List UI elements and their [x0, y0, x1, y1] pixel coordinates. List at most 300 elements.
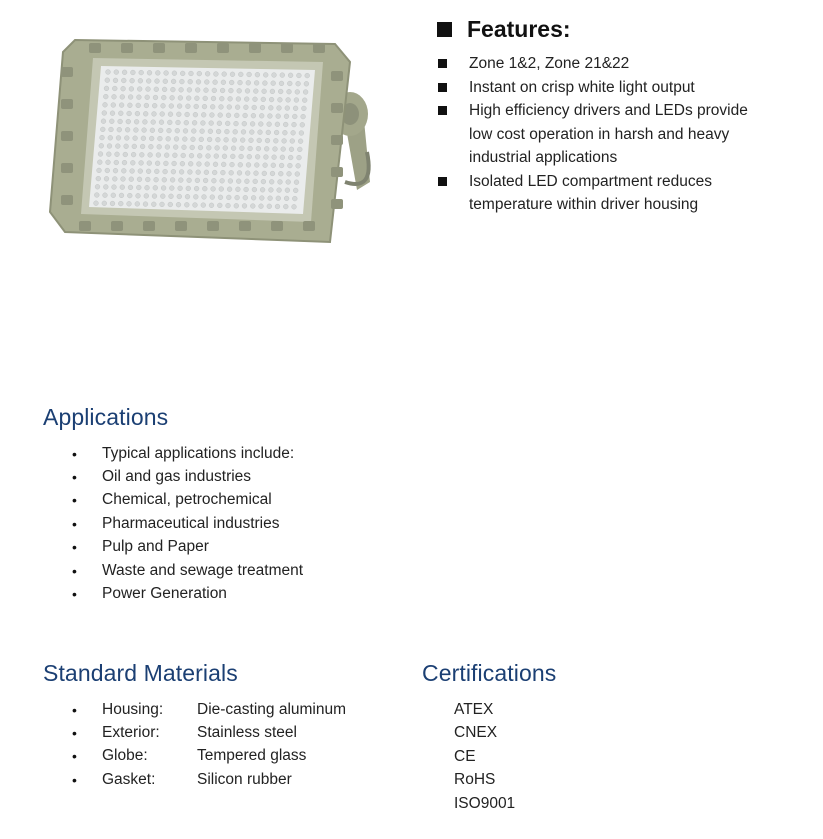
led-chip — [221, 80, 226, 85]
led-chip — [211, 96, 216, 101]
led-chip — [109, 127, 114, 132]
led-chip — [143, 111, 148, 116]
led-chip — [98, 152, 103, 157]
bolt — [207, 221, 219, 231]
led-chip — [295, 172, 300, 177]
bolt — [303, 221, 315, 231]
led-chip — [208, 129, 213, 134]
led-chip — [177, 104, 182, 109]
bolt — [175, 221, 187, 231]
led-chip — [161, 186, 166, 191]
led-chip — [279, 163, 284, 168]
led-chip — [100, 135, 105, 140]
bolt — [331, 199, 343, 209]
led-chip — [96, 176, 101, 181]
led-chip — [146, 87, 151, 92]
led-chip — [121, 177, 126, 182]
led-chip — [134, 119, 139, 124]
led-chip — [186, 96, 191, 101]
led-chip — [229, 170, 234, 175]
led-chip — [204, 170, 209, 175]
led-chip — [300, 122, 305, 127]
led-chip — [172, 161, 177, 166]
list-item: • Waste and sewage treatment — [43, 559, 303, 582]
led-chip — [169, 104, 174, 109]
led-chip — [292, 122, 297, 127]
led-chip — [114, 160, 119, 165]
led-chip — [224, 137, 229, 142]
led-chip — [139, 152, 144, 157]
led-chip — [154, 177, 159, 182]
led-chip — [197, 153, 202, 158]
led-chip — [176, 120, 181, 125]
led-chip — [103, 185, 108, 190]
led-flood-light-illustration — [45, 32, 385, 252]
led-chip — [220, 178, 225, 183]
led-chip — [121, 86, 126, 91]
led-chip — [203, 178, 208, 183]
led-chip — [150, 128, 155, 133]
led-chip — [198, 145, 203, 150]
led-chip — [232, 138, 237, 143]
led-chip — [289, 147, 294, 152]
led-chip — [151, 202, 156, 207]
led-chip — [234, 203, 239, 208]
led-chip — [279, 81, 284, 86]
led-chip — [118, 111, 123, 116]
led-chip — [119, 103, 124, 108]
led-chip — [127, 201, 132, 206]
led-chip — [231, 146, 236, 151]
led-chip — [296, 81, 301, 86]
led-chip — [286, 180, 291, 185]
led-chip — [95, 184, 100, 189]
led-chip — [201, 203, 206, 208]
led-chip — [113, 78, 118, 83]
led-chip — [152, 194, 157, 199]
led-chip — [169, 186, 174, 191]
led-chip — [152, 112, 157, 117]
led-chip — [120, 95, 125, 100]
led-chip — [117, 127, 122, 132]
led-chip — [105, 168, 110, 173]
materials-list — [43, 698, 346, 792]
led-chip — [171, 87, 176, 92]
led-chip — [151, 120, 156, 125]
led-chip — [217, 203, 222, 208]
led-chip — [250, 204, 255, 209]
led-chip — [204, 80, 209, 85]
led-chip — [271, 163, 276, 168]
list-item: • Chemical, petrochemical — [43, 489, 303, 512]
square-bullet-icon — [438, 177, 447, 186]
led-chip — [149, 136, 154, 141]
led-chip — [112, 185, 117, 190]
led-chip — [168, 202, 173, 207]
list-item: • Power Generation — [43, 582, 303, 605]
led-chip — [209, 121, 214, 126]
led-chip — [254, 163, 259, 168]
led-chip — [243, 195, 248, 200]
list-item: High efficiency drivers and LEDs provide low cost operation in harsh and heavy industrial applications — [437, 99, 807, 170]
led-chip — [262, 171, 267, 176]
led-chip — [139, 161, 144, 166]
led-chip — [158, 136, 163, 141]
led-chip — [171, 169, 176, 174]
led-chip — [277, 188, 282, 193]
led-chip — [189, 153, 194, 158]
led-chip — [292, 114, 297, 119]
led-chip — [172, 71, 177, 76]
led-chip — [178, 96, 183, 101]
led-chip — [155, 71, 160, 76]
led-chip — [112, 177, 117, 182]
led-chip — [225, 121, 230, 126]
led-chip — [154, 169, 159, 174]
led-chip — [166, 136, 171, 141]
list-item: ISO9001 — [454, 794, 516, 812]
led-chip — [221, 170, 226, 175]
led-chip — [256, 146, 261, 151]
led-chip — [120, 185, 125, 190]
features-list — [437, 52, 807, 217]
led-chip — [161, 95, 166, 100]
led-chip — [136, 103, 141, 108]
led-chip — [234, 121, 239, 126]
led-chip — [219, 96, 224, 101]
led-chip — [138, 169, 143, 174]
led-chip — [162, 177, 167, 182]
bullet-dot-icon: • — [72, 539, 77, 556]
led-chip — [177, 194, 182, 199]
led-chip — [297, 155, 302, 160]
led-chip — [268, 114, 273, 119]
applications-list — [43, 442, 303, 606]
materials-title: Standard Materials — [43, 660, 238, 686]
led-chip — [239, 154, 244, 159]
led-chip — [180, 161, 185, 166]
bullet-dot-icon: • — [72, 725, 77, 742]
led-chip — [276, 196, 281, 201]
led-chip — [130, 169, 135, 174]
led-chip — [109, 119, 114, 124]
led-chip — [194, 186, 199, 191]
led-chip — [203, 96, 208, 101]
led-chip — [202, 186, 207, 191]
led-chip — [245, 179, 250, 184]
applications-title: Applications — [43, 404, 169, 430]
led-chip — [133, 136, 138, 141]
led-chip — [128, 103, 133, 108]
led-chip — [121, 168, 126, 173]
led-chip — [182, 137, 187, 142]
led-chip — [284, 196, 289, 201]
features-heading — [437, 14, 807, 44]
bolt — [239, 221, 251, 231]
led-chip — [259, 204, 264, 209]
led-chip — [244, 97, 249, 102]
led-chip — [173, 145, 178, 150]
list-item: RoHS — [454, 771, 496, 789]
led-chip — [288, 155, 293, 160]
led-chip — [280, 155, 285, 160]
led-chip — [176, 112, 181, 117]
led-chip — [233, 129, 238, 134]
led-chip — [127, 111, 132, 116]
led-chip — [197, 71, 202, 76]
led-chip — [295, 90, 300, 95]
led-chip — [188, 79, 193, 84]
led-chip — [192, 120, 197, 125]
led-chip — [244, 187, 249, 192]
led-chip — [237, 171, 242, 176]
led-chip — [195, 96, 200, 101]
led-chip — [210, 113, 215, 118]
led-chip — [146, 79, 151, 84]
led-chip — [129, 87, 134, 92]
led-chip — [106, 152, 111, 157]
led-chip — [293, 106, 298, 111]
led-chip — [287, 171, 292, 176]
led-chip — [212, 178, 217, 183]
led-chip — [281, 147, 286, 152]
led-chip — [238, 72, 243, 77]
led-chip — [298, 139, 303, 144]
led-chip — [263, 163, 268, 168]
bolt — [313, 43, 325, 53]
led-chip — [180, 71, 185, 76]
led-chip — [129, 177, 134, 182]
led-chip — [278, 180, 283, 185]
led-chip — [249, 138, 254, 143]
led-chip — [145, 177, 150, 182]
led-chip — [156, 153, 161, 158]
bolt — [61, 163, 73, 173]
led-chip — [214, 154, 219, 159]
led-chip — [193, 194, 198, 199]
list-item: CE — [454, 747, 476, 765]
led-chip — [291, 130, 296, 135]
led-chip — [118, 119, 123, 124]
led-chip — [218, 195, 223, 200]
led-chip — [196, 80, 201, 85]
led-chip — [174, 137, 179, 142]
led-chip — [260, 187, 265, 192]
certifications-title: Certifications — [422, 660, 557, 686]
bolt — [143, 221, 155, 231]
led-chip — [180, 79, 185, 84]
led-chip — [305, 73, 310, 78]
led-chip — [258, 122, 263, 127]
led-chip — [206, 154, 211, 159]
led-chip — [111, 103, 116, 108]
led-chip — [107, 144, 112, 149]
led-chip — [293, 188, 298, 193]
led-chip — [292, 196, 297, 201]
led-chip — [210, 104, 215, 109]
led-chip — [139, 70, 144, 75]
led-chip — [235, 195, 240, 200]
led-chip — [259, 113, 264, 118]
led-chip — [128, 185, 133, 190]
led-chip — [164, 161, 169, 166]
led-chip — [297, 147, 302, 152]
led-chip — [188, 161, 193, 166]
list-item: CNEX — [454, 724, 498, 742]
led-chip — [167, 128, 172, 133]
led-chip — [271, 81, 276, 86]
led-chip — [104, 176, 109, 181]
led-chip — [121, 78, 126, 83]
led-chip — [147, 70, 152, 75]
led-chip — [285, 106, 290, 111]
led-chip — [282, 139, 287, 144]
led-chip — [283, 122, 288, 127]
led-chip — [171, 79, 176, 84]
led-chip — [242, 121, 247, 126]
led-chip — [238, 80, 243, 85]
led-chip — [257, 138, 262, 143]
led-chip — [205, 162, 210, 167]
led-chip — [252, 105, 257, 110]
led-chip — [123, 152, 128, 157]
led-chip — [299, 131, 304, 136]
led-chip — [124, 136, 129, 141]
led-chip — [124, 144, 129, 149]
led-chip — [222, 72, 227, 77]
led-chip — [226, 203, 231, 208]
led-chip — [273, 138, 278, 143]
led-chip — [195, 88, 200, 93]
led-chip — [249, 130, 254, 135]
led-chip — [218, 113, 223, 118]
bolt — [185, 43, 197, 53]
led-chip — [155, 79, 160, 84]
led-chip — [234, 113, 239, 118]
bolt — [331, 135, 343, 145]
led-chip — [216, 137, 221, 142]
led-chip — [179, 170, 184, 175]
led-chip — [254, 171, 259, 176]
led-chip — [288, 163, 293, 168]
led-chip — [278, 89, 283, 94]
led-chip — [102, 201, 107, 206]
led-chip — [294, 180, 299, 185]
led-chip — [276, 114, 281, 119]
led-chip — [155, 161, 160, 166]
led-chip — [254, 81, 259, 86]
led-chip — [302, 98, 307, 103]
bolt — [61, 99, 73, 109]
led-chip — [153, 95, 158, 100]
list-item: Instant on crisp white light output — [437, 76, 807, 100]
led-chip — [191, 129, 196, 134]
led-chip — [212, 88, 217, 93]
led-chip — [236, 187, 241, 192]
led-chip — [175, 128, 180, 133]
led-chip — [137, 95, 142, 100]
list-item: ATEX — [454, 701, 494, 718]
led-chip — [264, 146, 269, 151]
led-chip — [215, 146, 220, 151]
led-chip — [94, 193, 99, 198]
list-item: • Oil and gas industries — [43, 465, 303, 488]
led-chip — [268, 105, 273, 110]
led-chip — [137, 177, 142, 182]
list-item: • Pulp and Paper — [43, 536, 303, 559]
square-bullet-icon — [438, 106, 447, 115]
bolt — [271, 221, 283, 231]
bolt — [217, 43, 229, 53]
led-chip — [157, 144, 162, 149]
led-chip — [240, 138, 245, 143]
led-chip — [187, 178, 192, 183]
bullet-dot-icon: • — [72, 748, 77, 765]
led-chip — [238, 162, 243, 167]
led-chip — [142, 128, 147, 133]
led-chip — [236, 179, 241, 184]
led-chip — [114, 70, 119, 75]
led-chip — [267, 122, 272, 127]
led-chip — [262, 89, 267, 94]
led-chip — [138, 78, 143, 83]
led-chip — [223, 146, 228, 151]
led-chip — [263, 81, 268, 86]
led-chip — [220, 88, 225, 93]
led-chip — [268, 196, 273, 201]
led-chip — [99, 143, 104, 148]
led-chip — [242, 204, 247, 209]
led-chip — [167, 120, 172, 125]
led-chip — [247, 72, 252, 77]
led-chip — [213, 80, 218, 85]
bolt — [61, 195, 73, 205]
led-chip — [164, 153, 169, 158]
led-chip — [301, 114, 306, 119]
led-chip — [243, 113, 248, 118]
led-chip — [277, 106, 282, 111]
list-item: • Globe: Tempered glass — [43, 745, 346, 768]
features-title: Features: — [467, 15, 571, 42]
led-chip — [147, 161, 152, 166]
led-chip — [285, 188, 290, 193]
led-chip — [185, 112, 190, 117]
led-chip — [106, 160, 111, 165]
led-chip — [106, 70, 111, 75]
led-chip — [100, 127, 105, 132]
square-bullet-icon — [438, 83, 447, 92]
led-chip — [163, 79, 168, 84]
led-chip — [263, 73, 268, 78]
led-panel — [89, 66, 315, 214]
led-chip — [153, 185, 158, 190]
bolt — [89, 43, 101, 53]
led-chip — [255, 154, 260, 159]
led-chip — [197, 162, 202, 167]
led-chip — [265, 138, 270, 143]
bolt — [111, 221, 123, 231]
led-chip — [201, 121, 206, 126]
led-chip — [213, 162, 218, 167]
led-chip — [176, 202, 181, 207]
led-chip — [278, 97, 283, 102]
list-item: • Pharmaceutical industries — [43, 512, 303, 535]
led-chip — [130, 78, 135, 83]
led-chip — [191, 137, 196, 142]
led-chip — [105, 78, 110, 83]
square-bullet-icon — [437, 22, 452, 37]
led-chip — [160, 194, 165, 199]
